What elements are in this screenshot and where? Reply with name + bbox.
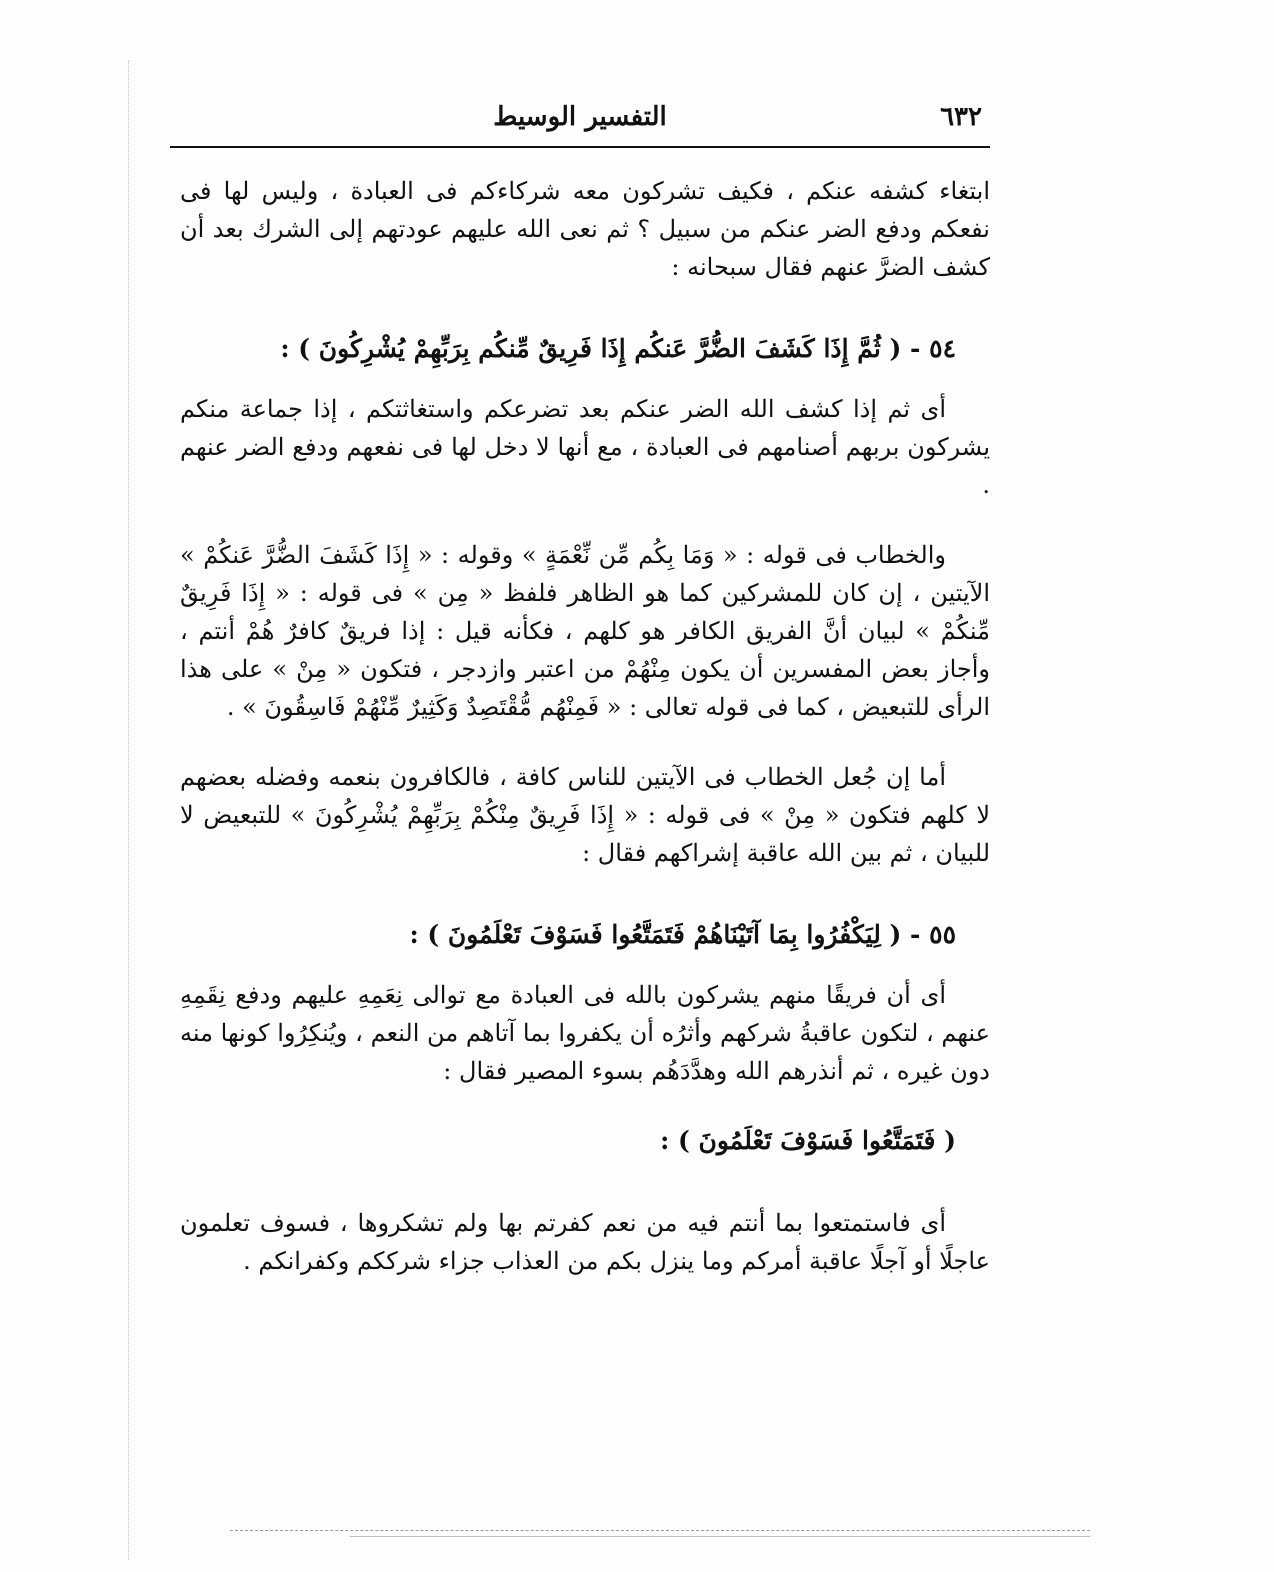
scan-edge-line <box>128 60 129 1560</box>
spacer <box>180 286 990 330</box>
verse-55-continuation: ( فَتَمَتَّعُوا فَسَوْفَ تَعْلَمُونَ ) : <box>660 1126 956 1155</box>
page-body <box>180 172 990 1280</box>
page-header <box>170 98 990 138</box>
footer-rule-secondary <box>350 1536 1090 1537</box>
spacer <box>180 504 990 536</box>
paragraph-1: ابتغاء كشفه عنكم ، فكيف تشركون معه شركاءكم فى العبادة ، وليس لها فى نفعكم ودفع الضر عنكم من سبيل ؟ ثم نعى الله عليهم عودتهم إلى الشرك بعد أن كشف الضرَّ عنهم فقال سبحانه : <box>180 177 990 281</box>
spacer <box>180 368 990 390</box>
spacer <box>180 954 990 976</box>
spacer <box>180 726 990 758</box>
header-rule <box>170 146 990 148</box>
running-title: التفسير الوسيط <box>493 102 667 132</box>
paragraph-5: أى أن فريقًا منهم يشركون بالله فى العبادة مع توالى نِعَمِهِ عليهم ودفع نِقَمِهِ عنهم ، لتكون عاقبةُ شركهم وأثرُه أن يكفروا بما آتاهم من النعم ، ويُنكِرُوا كونها منه دون غيره ، ثم أنذرهم الله وهدَّدَهُم بسوء المصير فقال : <box>180 981 990 1085</box>
verse-55: ٥٥ - ( لِيَكْفُرُوا بِمَا آتَيْنَاهُمْ فَتَمَتَّعُوا فَسَوْفَ تَعْلَمُونَ ) : <box>409 920 956 949</box>
paragraph-6: أى فاستمتعوا بما أنتم فيه من نعم كفرتم بها ولم تشكروها ، فسوف تعلمون عاجلًا أو آجلًا عاقبة أمركم وما ينزل بكم من العذاب جزاء شرككم وكفرانكم . <box>180 1209 990 1275</box>
page-number: ٦٣٢ <box>940 102 982 132</box>
spacer <box>180 872 990 916</box>
paragraph-3: والخطاب فى قوله : « وَمَا بِكُم مِّن نِّعْمَةٍ » وقوله : « إِذَا كَشَفَ الضُّرَّ عَنكُمْ » الآيتين ، إن كان للمشركين كما هو الظاهر فلفظ « مِن » فى قوله : « إِذَا فَرِيقٌ مِّنكُمْ » لبيان أنَّ الفريق الكافر هو كلهم ، فكأنه قيل : إذا فريقٌ كافرٌ هُمْ أنتم ، وأجاز بعض المفسرين أن يكون مِنْهُمْ من اعتبر وازدجر ، فتكون « مِنْ » على هذا الرأى للتبعيض ، كما فى قوله تعالى : « فَمِنْهُم مُّقْتَصِدٌ وَكَثِيرٌ مِّنْهُمْ فَاسِقُونَ » . <box>180 541 990 721</box>
paragraph-2: أى ثم إذا كشف الله الضر عنكم بعد تضرعكم واستغاثتكم ، إذا جماعة منكم يشركون بربهم أصنامهم فى العبادة ، مع أنها لا دخل لها فى نفعهم ودفع الضر عنهم . <box>180 395 990 499</box>
spacer <box>180 1160 990 1204</box>
verse-54: ٥٤ - ( ثُمَّ إِذَا كَشَفَ الضُّرَّ عَنكُم إِذَا فَرِيقٌ مِّنكُم بِرَبِّهِمْ يُشْرِكُونَ ) : <box>280 334 956 363</box>
footer-rule <box>230 1530 1090 1531</box>
spacer <box>180 1090 990 1122</box>
paragraph-4: أما إن جُعل الخطاب فى الآيتين للناس كافة ، فالكافرون بنعمه وفضله بعضهم لا كلهم فتكون « مِنْ » فى قوله : « إِذَا فَرِيقٌ مِنْكُمْ بِرَبِّهِمْ يُشْرِكُونَ » للتبعيض لا للبيان ، ثم بين الله عاقبة إشراكهم فقال : <box>180 763 990 867</box>
